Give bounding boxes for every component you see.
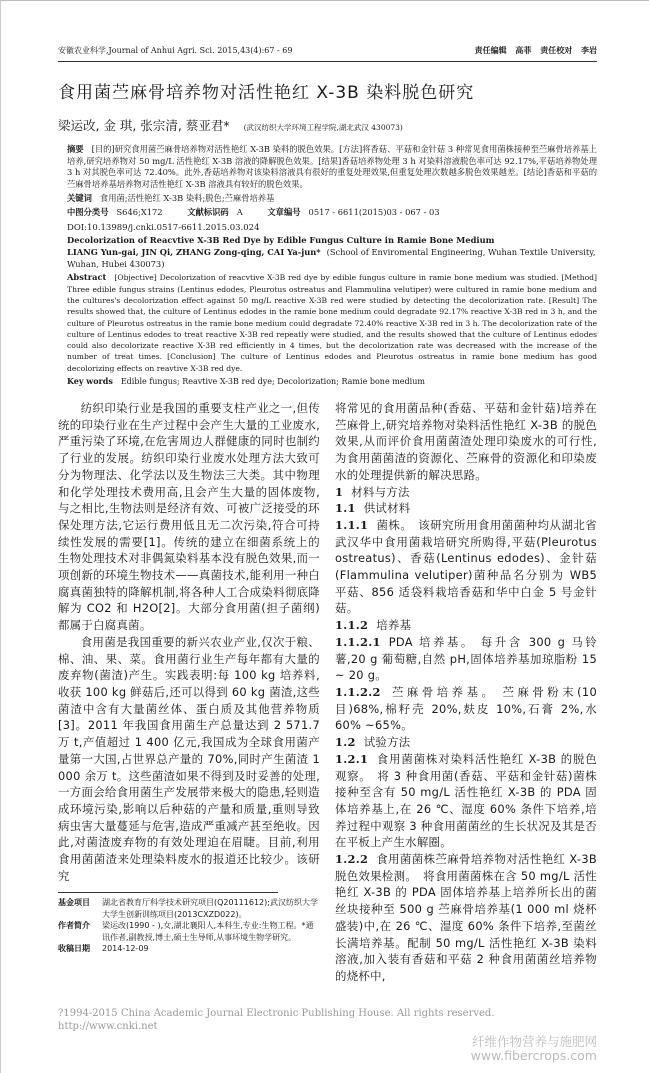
editors: 责任编辑 高菲 责任校对 李岩 [474, 45, 597, 55]
section-title: 食用菌菌株苎麻骨培养物对活性艳红 X-3B 脱色效果检测。 [335, 852, 597, 883]
section-1-1-2-1 [335, 634, 597, 684]
section-number: 1.1.2 [335, 618, 369, 633]
section-number: 1.2 [335, 735, 356, 750]
page [1, 1, 649, 1073]
footnote-received [58, 943, 320, 955]
keywords-cn [67, 192, 597, 204]
front-matter [58, 144, 597, 388]
english-abstract-label: Abstract [67, 272, 107, 283]
keywords-cn-label: 关键词 [67, 193, 92, 204]
english-keywords-label: Key words [67, 376, 113, 387]
watermark-url: www.fibercrops.com [470, 1047, 597, 1063]
footnote-label: 基金项目 [58, 898, 90, 908]
affiliation: (武汉纺织大学环境工程学院,湖北武汉 430073) [243, 123, 403, 132]
section-title: 材料与方法 [351, 484, 410, 499]
author-line [58, 116, 597, 134]
english-authors: LIANG Yun-gai, JIN Qi, ZHANG Zong-qing, CAI Ya-jun* [67, 247, 321, 258]
english-affiliation: (School of Enviromental Engineering, Wuhan Textile University, Wuhan, Hubei 430073) [67, 247, 596, 270]
english-keywords [67, 375, 597, 388]
keywords-cn-text: 食用菌;活性艳红 X-3B 染料;脱色;苎麻骨培养基 [99, 193, 275, 204]
footnote-funding [58, 897, 320, 920]
section-text: 将 3 种食用菌(香菇、平菇和金针菇)菌株接种至含有 50 mg/L 活性艳红 X-3B 的 PDA 固体培养基上,在 26 ℃、湿度 60% 条件下培养,培养过程中观察 3 种食用菌菌丝的生长状况及其是否在平板上产生水解圈。 [335, 768, 597, 850]
doc-code-label: 文献标识码 [187, 207, 229, 218]
watermark [58, 1035, 597, 1063]
section-number: 1.2.2 [335, 852, 369, 867]
footnote-label: 收稿日期 [58, 944, 90, 954]
abstract-cn [67, 144, 597, 190]
article-no-value: 0517 - 6611(2015)03 - 067 - 03 [308, 207, 440, 218]
section-title: 培养基 [376, 618, 412, 633]
footnote-author-bio [58, 920, 320, 943]
section-title: 食用菌菌株对染料活性艳红 X-3B 的脱色观察。 [335, 751, 597, 783]
section-text: 苎麻骨粉末(10 目)68%,棉籽壳 20%,麸皮 10%,石膏 2%,水 60% ~65%。 [335, 685, 597, 733]
english-authors-block [67, 246, 597, 270]
running-header [58, 45, 597, 56]
doc-code-value: A [236, 207, 243, 218]
footnote-rule [58, 892, 278, 893]
section-1-1-1 [335, 517, 597, 617]
section-text: 将食用菌菌株在含 50 mg/L 活性艳红 X-3B 的 PDA 固体培养基上培养所长出的菌丝块接种至 500 g 苎麻骨培养基(1 000 ml 烧杯盛装)中,在 26 ℃、湿度 60% 条件下培养,至菌丝长满培养基。配制 50 mg/L 活性艳红 X-3B 染料溶液,加入装有香菇和平菇 2 种食用菌菌丝培养物的烧杯中, [335, 868, 597, 983]
doi[interactable]: DOI:10.13989/j.cnki.0517-6611.2015.03.024 [67, 223, 260, 234]
section-1-2-2 [335, 851, 597, 985]
section-1 [335, 484, 597, 501]
section-number: 1.1.1 [335, 517, 369, 532]
clc-label: 中图分类号 [67, 207, 109, 218]
section-1-2-1 [335, 751, 597, 851]
footnote-text: 梁运改(1990 - ),女,湖北襄阳人,本科生,专业:生物工程。*通讯作者,副教授,博士,硕士生导师,从事环境生物学研究。 [102, 921, 314, 942]
watermark-cn: 纤维作物营养与施肥网 [471, 1033, 597, 1049]
section-title: 苎麻骨培养基。 [388, 685, 497, 699]
section-number: 1.1 [335, 501, 356, 516]
footnote-text: 2014-12-09 [102, 944, 149, 954]
body-left-column [58, 400, 320, 985]
section-title: PDA 培养基。 [388, 634, 475, 649]
body-right-column [335, 400, 597, 985]
paper-title: 食用菌苎麻骨培养物对活性艳红 X-3B 染料脱色研究 [58, 83, 475, 103]
article-no-label: 文章编号 [267, 207, 301, 218]
section-title: 菌株。 [376, 517, 413, 532]
section-text: 每升含 300 g 马铃薯,20 g 葡萄糖,自然 pH,固体培养基加琼脂粉 15 ~ 20 g。 [335, 634, 597, 683]
section-1-2 [335, 734, 597, 751]
journal-citation: 安徽农业科学,Journal of Anhui Agri. Sci. 2015,43(4):67 - 69 [58, 46, 293, 55]
section-number: 1.1.2.1 [335, 634, 381, 649]
footnote-label: 作者简介 [58, 921, 90, 931]
section-1-1 [335, 500, 597, 517]
footnotes [58, 897, 320, 955]
section-text: 该研究所用食用菌菌种均从湖北省武汉华中食用菌栽培研究所购得,平菇(Pleurotus ostreatus)、香菇(Lentinus edodes)、金针菇(Flammulina velutiper)菌种品名分别为 WB5 平菇、856 适袋料栽培香菇和华中白金 5 号金针菇。 [335, 517, 597, 616]
section-1-1-2 [335, 617, 597, 634]
section-1-1-2-2 [335, 684, 597, 734]
english-abstract [67, 272, 597, 374]
body-paragraph: 纺织印染行业是我国的重要支柱产业之一,但传统的印染行业在生产过程中会产生大量的工业废水,严重污染了环境,在危害周边人群健康的同时也制约了行业的发展。纺织印染行业废水处理方法大致可分为物理法、化学法以及生物法三大类。其中物理和化学处理技术费用高,且会产生大量的固体废物,与之相比,生物法则是经济有效、可被广泛接受的环保处理方法,它运行费用低且无二次污染,符合可持续性发展的需要[1]。传统的建立在细菌系统上的生物处理技术对非偶氮染料基本没有脱色效果,而一项创新的环境生物技术——真菌技术,能利用一种白腐真菌独特的降解机制,将各种人工合成染料彻底降解为 CO2 和 H2O[2]。大部分食用菌(担子菌纲)都属于白腐真菌。 [58, 401, 320, 633]
body-columns [58, 400, 597, 985]
copyright-footer: ?1994-2015 China Academic Journal Electronic Publishing House. All rights reserved. http://www.cnki.net [58, 1007, 495, 1032]
authors: 梁运改, 金 琪, 张宗清, 蔡亚君* [58, 118, 230, 133]
footnote-text: 湖北省教育厅科学技术研究项目(Q20111612);武汉纺织大学大学生创新训练项目(2013CXZD022)。 [102, 898, 318, 919]
english-title: Decolorization of Reacvtive X-3B Red Dye by Edible Fungus Culture in Ramie Bone Medium [67, 235, 495, 246]
section-title: 供试材料 [363, 501, 411, 516]
english-abstract-text: [Objective] Decolorization of reacvtive X-3B red dye by edible fungus culture in ramie bone medium was studied. [Method] Three edible fungus strains (Lentinus edodes, Pleurotus ostreatus and Flammulina velutiper) were cultured in ramie bone medium and the cultures's decolorization effect against 50 mg/L reactive X-3B red were studied by detecting the decolorization rate. [Result] The results showed that, the culture of Lentinus edodes in the ramie bone medium could degradate 92.17% reactive X-3B red in 3 h, and the culture of Pleurotus ostreatus in the ramie bone medium could degradate 72.40% reactive X-3B red in 3 h. The decolorization rate of the culture of Lentinus edodes to treat reactive X-3B red repeatly were studied, and the results showed that the culture of Lentinus edodes could also decolorizate reactive X-3B red efficiently in 4 times, but the decolorization rate was decreased with the increase of the number of treat times. [Conclusion] The culture of Lentinus edodes and Pleurotus ostreatus in ramie bone medium has good decolorizing effects on reavtive X-3B red dye. [67, 273, 597, 373]
section-number: 1 [335, 484, 344, 499]
header-rule [58, 61, 597, 62]
body-paragraph: 将常见的食用菌品种(香菇、平菇和金针菇)培养在苎麻骨上,研究培养物对染料活性艳红 X-3B 的脱色效果,从而评价食用菌菌渣处理印染废水的可行性,为食用菌菌渣的资源化、苎麻骨的资源化和印染废水的处理提供新的解决思路。 [335, 401, 597, 482]
classification [67, 206, 597, 218]
section-number: 1.2.1 [335, 751, 369, 766]
abstract-cn-text: [目的]研究食用菌苎麻骨培养物对活性艳红 X-3B 染料的脱色效果。[方法]将香菇、平菇和金针菇 3 种常见食用菌株接种至苎麻骨培养基上培养,研究培养物对 50 mg/L 活性艳红 X-3B 溶液的降解脱色效果。[结果]香菇培养物处理 3 h 对染料溶液脱色率可达 92.17%,平菇培养物处理 3 h 对其脱色率可达 72.40%。此外,香菇培养物对该染料溶液具有很好的重复处理效果,但重复处理次数越多脱色效果越差。[结论]香菇和平菇的苎麻骨培养基培养物对活性艳红 X-3B 溶液具有较好的脱色效果。 [67, 144, 597, 189]
clc-value: S646;X172 [116, 207, 163, 218]
english-keywords-text: Edible fungus; Reavtive X-3B red dye; Decolorization; Ramie bone medium [120, 377, 425, 387]
section-title: 试验方法 [363, 735, 411, 750]
body-paragraph: 食用菌是我国重要的新兴农业产业,仅次于粮、棉、油、果、菜。食用菌行业生产每年都有大量的废弃物(菌渣)产生。实践表明:每 100 kg 培养料,收获 100 kg 鲜菇后,还可以得到 60 kg 菌渣,这些菌渣中含有大量菌丝体、蛋白质及其他营养物质[3]。2011 年我国食用菌生产总量达到 2 571.7 万 t,产值超过 1 400 亿元,我国成为全球食用菌产量第一大国,占世界总产量的 70%,同时产生菌渣 1 000 余万 t。这些菌渣如果不得到及时妥善的处理,一方面会给食用菌生产发展带来极大的隐患,轻则造成环境污染,影响以后种菇的产量和质量,重则导致病虫害大量蔓延与危害,造成严重减产甚至绝收。因此,对菌渣废弃物的有效处理迫在眉睫。目前,利用食用菌菌渣来处理染料废水的报道还比较少。该研究 [58, 634, 320, 883]
sections [335, 484, 597, 985]
section-number: 1.1.2.2 [335, 685, 381, 699]
abstract-cn-label: 摘要 [67, 144, 84, 154]
